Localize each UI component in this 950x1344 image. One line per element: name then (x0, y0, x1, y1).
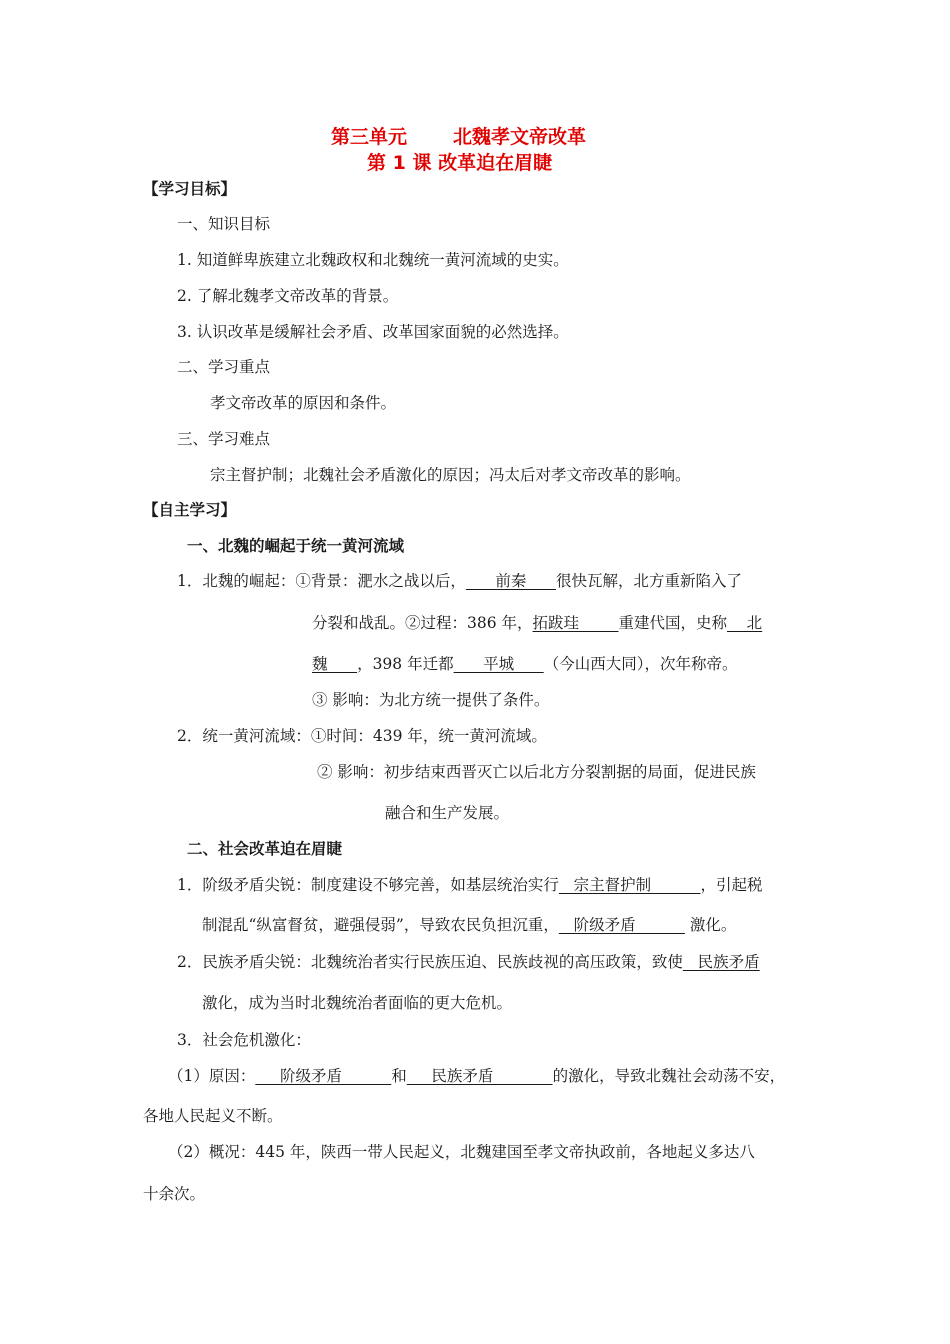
goal2-header: 二、学习重点 (177, 358, 271, 376)
s2-item3: 3．社会危机激化： (177, 1031, 311, 1049)
s2-item3-1-line1: （1）原因： 阶级矛盾 和 民族矛盾 的激化，导致北魏社会动荡不安， (168, 1067, 786, 1085)
answer-blank: 阶级矛盾 (558, 916, 685, 934)
s2-item3-2-line1: （2）概况：445 年，陕西一带人民起义，北魏建国至孝文帝执政前，各地起义多达八 (168, 1143, 755, 1161)
goal1-item: 2. 了解北魏孝文帝改革的背景。 (177, 287, 399, 305)
goal1-header: 一、知识目标 (177, 215, 271, 233)
s1-item1-line1: 1．北魏的崛起：①背景：淝水之战以后， 前秦 很快瓦解，北方重新陷入了 (177, 572, 743, 590)
s2-item3-2-line2: 十余次。 (143, 1185, 206, 1203)
goal1-item: 1. 知道鲜卑族建立北魏政权和北魏统一黄河流域的史实。 (177, 251, 569, 269)
goal3-text: 宗主督护制；北魏社会矛盾激化的原因；冯太后对孝文帝改革的影响。 (210, 466, 691, 484)
s1-item1-line2: 分裂和战乱。②过程：386 年，拓跋珪 重建代国，史称 北 (312, 614, 763, 632)
goal3-header: 三、学习难点 (177, 430, 271, 448)
answer-blank: 拓跋珪 (532, 614, 619, 632)
s1-item1-line3: 魏 ，398 年迁都 平城 （今山西大同），次年称帝。 (312, 655, 738, 673)
s1-item2-line3: 融合和生产发展。 (385, 804, 510, 822)
answer-blank: 民族矛盾 (682, 953, 760, 971)
goal1-item: 3. 认识改革是缓解社会矛盾、改革国家面貌的必然选择。 (177, 323, 569, 341)
answer-blank: 宗主督护制 (558, 876, 701, 894)
answer-blank: 北 (726, 614, 763, 632)
goals-header: 【学习目标】 (143, 180, 237, 198)
answer-blank: 阶级矛盾 (255, 1067, 392, 1085)
s1-item2-line1: 2．统一黄河流域：①时间：439 年，统一黄河流域。 (177, 727, 547, 745)
section1-header: 一、北魏的崛起于统一黄河流域 (187, 537, 405, 555)
s1-item2-line2: ② 影响：初步结束西晋灭亡以后北方分裂割据的局面，促进民族 (317, 763, 756, 781)
goal2-text: 孝文帝改革的原因和条件。 (210, 394, 397, 412)
s2-item1-line2: 制混乱“纵富督贫，避强侵弱”，导致农民负担沉重， 阶级矛盾 激化。 (202, 916, 737, 934)
s2-item2-line2: 激化，成为当时北魏统治者面临的更大危机。 (202, 994, 513, 1012)
unit-name: 北魏孝文帝改革 (453, 126, 587, 148)
unit-number: 第三单元 (331, 126, 408, 148)
unit-title (331, 126, 586, 148)
s2-item1-line1: 1．阶级矛盾尖锐：制度建设不够完善，如基层统治实行 宗主督护制 ，引起税 (177, 876, 763, 894)
s2-item2-line1: 2．民族矛盾尖锐：北魏统治者实行民族压迫、民族歧视的高压政策，致使 民族矛盾 (177, 953, 760, 971)
answer-blank: 魏 (312, 655, 358, 673)
lesson-title: 第 1 课 改革迫在眉睫 (367, 152, 553, 174)
self-study-header: 【自主学习】 (143, 501, 237, 519)
s2-item3-1-line2: 各地人民起义不断。 (143, 1107, 283, 1125)
s1-item1-line4: ③ 影响：为北方统一提供了条件。 (312, 691, 550, 709)
answer-blank: 平城 (453, 655, 544, 673)
section2-header: 二、社会改革迫在眉睫 (187, 840, 343, 858)
answer-blank: 前秦 (465, 572, 556, 590)
answer-blank: 民族矛盾 (406, 1067, 553, 1085)
